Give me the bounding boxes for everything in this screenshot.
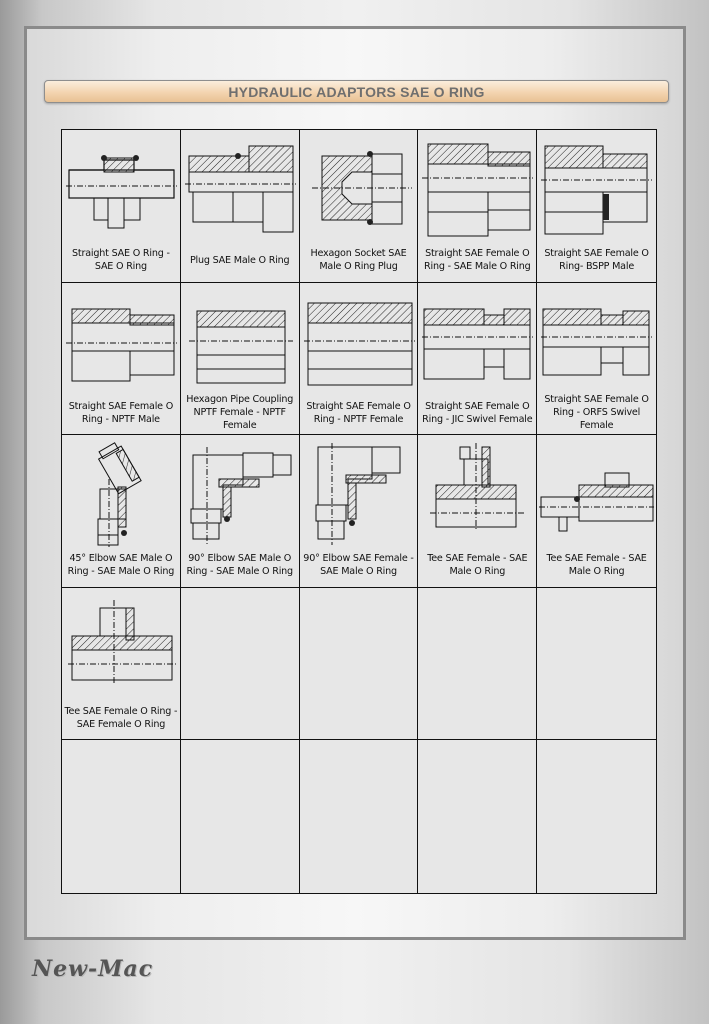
- adaptor-label: Tee SAE Female O Ring - SAE Female O Ring: [64, 705, 178, 730]
- adaptor-cell: [418, 283, 537, 436]
- adaptor-cell: [181, 435, 300, 588]
- adaptor-label: Tee SAE Female - SAE Male O Ring: [427, 553, 528, 578]
- coupling-drawing-icon: [302, 287, 417, 397]
- adaptor-cell: [418, 130, 537, 283]
- straight-fitting-drawing-icon: [64, 287, 179, 397]
- straight-fitting-drawing-icon: [539, 134, 654, 244]
- adaptor-label: Hexagon Pipe Coupling NPTF Female - NPTF Female: [186, 394, 294, 432]
- elbow-90-drawing-icon: [302, 439, 417, 549]
- tee-fitting-drawing-icon: [64, 592, 179, 702]
- adaptor-label: 90° Elbow SAE Female - SAE Male O Ring: [303, 553, 414, 578]
- adaptor-label: Hexagon Socket SAE Male O Ring Plug: [310, 248, 407, 272]
- adaptor-label: Straight SAE Female O Ring - SAE Male O Ring: [424, 248, 531, 272]
- adaptor-cell: [62, 435, 181, 588]
- adaptor-label: Tee SAE Female - SAE Male O Ring: [546, 553, 647, 578]
- adaptor-cell: [537, 435, 656, 588]
- elbow-90-drawing-icon: [183, 439, 298, 549]
- swivel-fitting-drawing-icon: [420, 287, 535, 397]
- adaptor-cell: [181, 130, 300, 283]
- adaptor-grid: [61, 129, 657, 894]
- page-title: HYDRAULIC ADAPTORS SAE O RING: [228, 83, 485, 100]
- elbow-45-drawing-icon: [64, 439, 179, 549]
- adaptor-cell: [62, 588, 181, 741]
- adaptor-cell: [300, 435, 419, 588]
- empty-cell: [181, 740, 300, 893]
- adaptor-cell: [62, 130, 181, 283]
- swivel-fitting-drawing-icon: [539, 287, 654, 397]
- adaptor-label: Straight SAE Female O Ring- BSPP Male: [544, 248, 649, 272]
- adaptor-label: Straight SAE Female O Ring - NPTF Female: [306, 400, 411, 425]
- empty-cell: [537, 740, 656, 893]
- tee-fitting-drawing-icon: [420, 439, 535, 549]
- adaptor-label: Plug SAE Male O Ring: [189, 254, 290, 266]
- adaptor-cell: [418, 435, 537, 588]
- adaptor-label: 90° Elbow SAE Male O Ring - SAE Male O Ring: [186, 553, 293, 578]
- empty-cell: [62, 740, 181, 893]
- empty-cell: [181, 588, 300, 741]
- section-title-bar: [44, 80, 669, 103]
- straight-fitting-drawing-icon: [64, 134, 179, 244]
- adaptor-cell: [537, 283, 656, 436]
- empty-cell: [537, 588, 656, 741]
- adaptor-cell: [300, 130, 419, 283]
- adaptor-cell: [62, 283, 181, 436]
- tee-side-fitting-drawing-icon: [539, 439, 654, 549]
- adaptor-cell: [537, 130, 656, 283]
- adaptor-label: Straight SAE Female O Ring - JIC Swivel Female: [422, 400, 533, 425]
- empty-cell: [418, 588, 537, 741]
- plug-fitting-drawing-icon: [183, 134, 298, 244]
- socket-plug-drawing-icon: [302, 134, 417, 244]
- adaptor-label: Straight SAE Female O Ring - NPTF Male: [68, 400, 174, 425]
- empty-cell: [418, 740, 537, 893]
- coupling-drawing-icon: [183, 287, 298, 397]
- adaptor-label: 45° Elbow SAE Male O Ring - SAE Male O Ring: [67, 553, 175, 578]
- adaptor-cell: [181, 283, 300, 436]
- empty-cell: [300, 740, 419, 893]
- adaptor-label: Straight SAE Female O Ring - ORFS Swivel Female: [544, 394, 649, 432]
- adaptor-label: Straight SAE O Ring - SAE O Ring: [72, 248, 170, 272]
- brand-logo: New-Mac: [32, 956, 154, 982]
- empty-cell: [300, 588, 419, 741]
- adaptor-cell: [300, 283, 419, 436]
- straight-fitting-drawing-icon: [420, 134, 535, 244]
